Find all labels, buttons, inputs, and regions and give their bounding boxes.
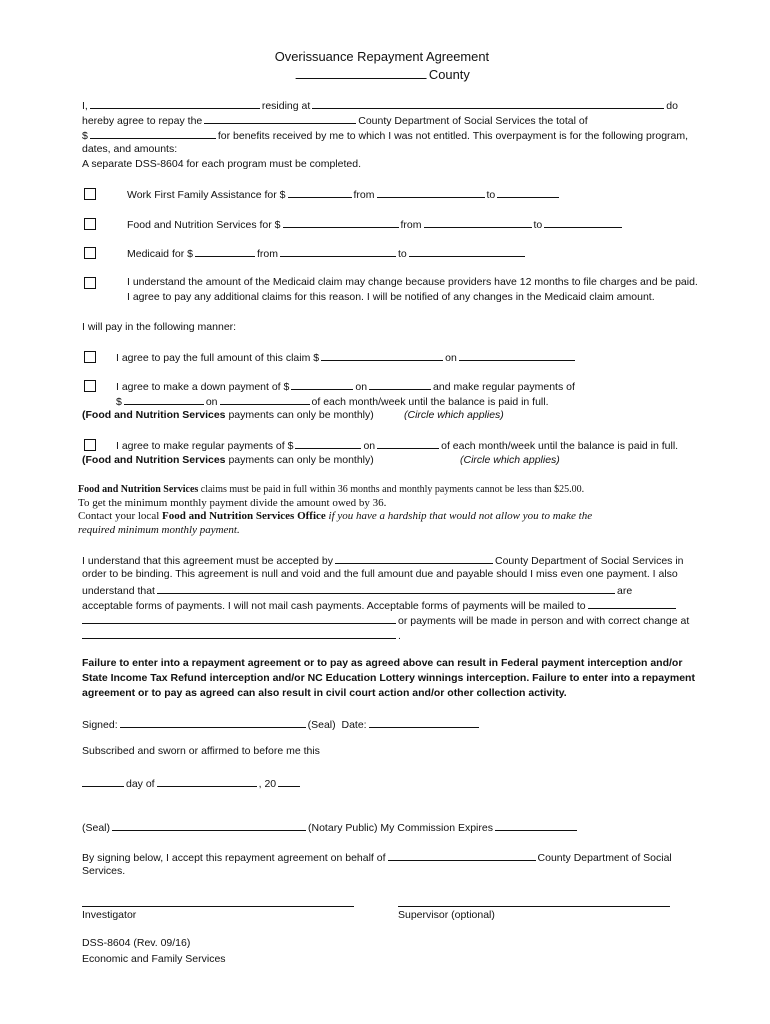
warning-line-2: State Income Tax Refund interception and/or NC Education Lottery winnings interception. Failure to enter into a repayment [82,672,695,684]
investigator-signature-line[interactable] [82,906,354,907]
circle-note-1: (Circle which applies) [404,409,504,421]
year-field[interactable] [278,776,300,787]
down-payment-line-1: I agree to make a down payment of $ on and make regular payments of [116,381,575,393]
warning-line-3: agreement or to pay as agreed can also result in civil court action and/or other collection activity. [82,687,567,699]
work-first-line: Work First Family Assistance for $ from to [127,187,561,202]
county-name-field[interactable] [296,68,427,79]
day-field[interactable] [82,776,124,787]
down-amount-field[interactable] [291,379,353,390]
warning-line-1: Failure to enter into a repayment agreement or to pay as agreed above can result in Federal payment interception and/or [82,657,683,669]
work-first-from-field[interactable] [377,187,485,198]
commission-expires-field[interactable] [495,820,577,831]
mail-to-field-1[interactable] [588,598,676,609]
acceptance-line-3: understand that are [82,585,633,597]
intro-line-3: $ for benefits received by me to which I was not entitled. This overpayment is for the following program, [82,130,689,142]
payment-heading: I will pay in the following manner: [82,321,237,333]
county-header: County [0,68,764,81]
month-field[interactable] [157,776,257,787]
reg-amount-field[interactable] [295,438,361,449]
full-amount-field[interactable] [321,350,443,361]
regular-payment-line: I agree to make regular payments of $ on of each month/week until the balance is paid in full. [116,440,679,452]
medicaid-to-field[interactable] [409,246,525,257]
in-person-location-field[interactable] [82,628,396,639]
intro-line-1: I, residing at do [82,100,678,112]
client-signature-field[interactable] [120,717,306,728]
form-id: DSS-8604 (Rev. 09/16) [82,937,191,949]
medicaid-claim-checkbox[interactable] [84,277,96,289]
acceptance-line-2: order to be binding. This agreement is null and void and the full amount due and payable should I miss even one payment. I also [82,568,678,580]
sworn-line: Subscribed and sworn or affirmed to before me this [82,745,320,757]
fns-to-field[interactable] [544,217,622,228]
intro-line-5: A separate DSS-8604 for each program must be completed. [82,158,361,170]
form-title: Overissuance Repayment Agreement [274,49,490,64]
medicaid-note-1: I understand the amount of the Medicaid claim may change because providers have 12 months to file charges and be paid. [127,276,698,288]
down-payment-checkbox[interactable] [84,380,96,392]
acceptance-line-5: or payments will be made in person and with correct change at [82,613,689,628]
down-payment-line-2: $ on of each month/week until the balance is paid in full. [116,396,549,408]
investigator-label: Investigator [82,909,137,921]
day-of-line: day of , 20 [82,776,302,791]
full-date-field[interactable] [459,350,575,361]
circle-note-2: (Circle which applies) [460,454,560,466]
work-first-amount-field[interactable] [288,187,352,198]
accept-behalf-line: By signing below, I accept this repayment agreement on behalf of County Department of Social [82,852,672,864]
intro-line-4: dates, and amounts: [82,143,178,155]
regular-day-field[interactable] [220,394,310,405]
behalf-county-field[interactable] [388,850,536,861]
fns-notice-line-4: required minimum monthly payment. [78,524,240,536]
signed-line: Signed: (Seal) Date: [82,717,481,732]
name-field[interactable] [90,98,260,109]
medicaid-amount-field[interactable] [195,246,255,257]
notary-signature-field[interactable] [112,820,306,831]
full-payment-checkbox[interactable] [84,351,96,363]
fns-amount-field[interactable] [283,217,399,228]
fns-monthly-note-2: (Food and Nutrition Services payments can only be monthly) [82,454,374,466]
fns-notice-line-1: Food and Nutrition Services claims must be paid in full within 36 months and monthly payments cannot be less than $25.00. [78,484,585,495]
down-date-field[interactable] [369,379,431,390]
fns-line: Food and Nutrition Services for $ from to [127,217,624,232]
intro-line-2: hereby agree to repay the County Department of Social Services the total of [82,115,588,127]
medicaid-note-2: I agree to pay any additional claims for this reason. I will be notified of any changes in the Medicaid claim amount. [127,291,655,303]
acceptance-line-1: I understand that this agreement must be accepted by County Department of Social Services in [82,555,684,567]
sign-date-field[interactable] [369,717,479,728]
total-amount-field[interactable] [90,128,216,139]
address-field[interactable] [312,98,664,109]
fns-from-field[interactable] [424,217,532,228]
fns-checkbox[interactable] [84,218,96,230]
medicaid-from-field[interactable] [280,246,396,257]
work-first-checkbox[interactable] [84,188,96,200]
division-name: Economic and Family Services [82,953,226,965]
payment-forms-field[interactable] [157,583,615,594]
regular-payment-checkbox[interactable] [84,439,96,451]
work-first-to-field[interactable] [497,187,559,198]
regular-amount-field[interactable] [124,394,204,405]
reg-date-field[interactable] [377,438,439,449]
full-payment-line: I agree to pay the full amount of this claim $ on [116,350,577,365]
notary-line: (Seal) (Notary Public) My Commission Expires [82,820,579,835]
medicaid-line: Medicaid for $ from to [127,246,527,261]
fns-notice-line-2: To get the minimum monthly payment divide the amount owed by 36. [78,497,387,509]
supervisor-signature-line[interactable] [398,906,670,907]
supervisor-label: Supervisor (optional) [398,909,495,921]
accepting-county-field[interactable] [335,553,493,564]
acceptance-line-4: acceptable forms of payments. I will not mail cash payments. Acceptable forms of payments will be mailed to [82,598,678,613]
medicaid-checkbox[interactable] [84,247,96,259]
accept-behalf-line-2: Services. [82,865,126,877]
fns-monthly-note-1: (Food and Nutrition Services payments can only be monthly) [82,409,374,421]
fns-notice-line-3: Contact your local Food and Nutrition Services Office if you have a hardship that would not allow you to make the [78,510,593,522]
mail-to-field-2[interactable] [82,613,396,624]
acceptance-line-6: . [82,628,401,643]
repay-county-field[interactable] [204,113,356,124]
